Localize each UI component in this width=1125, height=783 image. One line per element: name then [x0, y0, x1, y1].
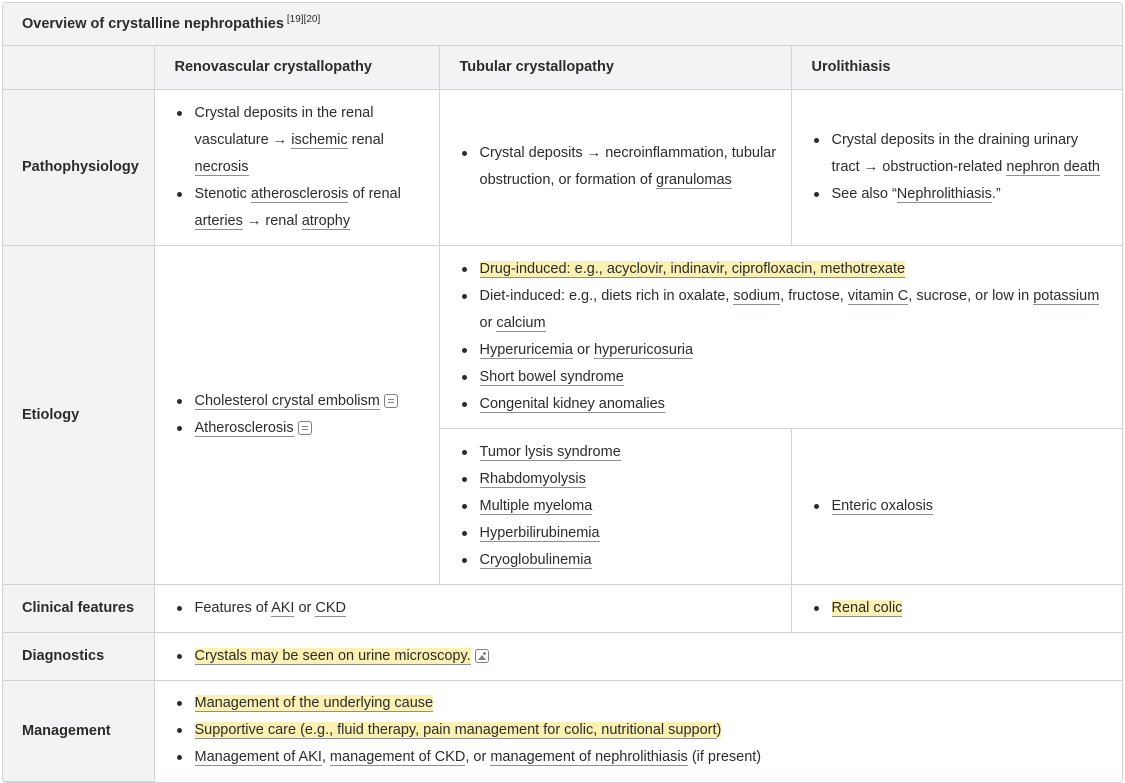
bullet-list	[792, 493, 1123, 520]
bullet-list	[440, 439, 791, 574]
list-item	[195, 181, 427, 235]
cell-pathophysiology-renovascular	[154, 89, 439, 245]
cell-clinical-shared	[154, 584, 791, 632]
row-label-management: Management	[3, 680, 154, 781]
term-link[interactable]: Management of AKI	[194, 749, 322, 766]
term-link[interactable]: necrosis	[194, 158, 249, 175]
list-item	[480, 547, 779, 574]
cell-pathophysiology-urolithiasis	[791, 89, 1122, 245]
caption-title: Overview of crystalline nephropathies	[22, 16, 284, 32]
item-text: (if present)	[687, 749, 762, 766]
column-header-renovascular: Renovascular crystallopathy	[154, 46, 439, 89]
bullet-list	[155, 643, 1123, 670]
cell-pathophysiology-tubular	[439, 89, 791, 245]
term-link[interactable]: Tumor lysis syndrome	[479, 443, 621, 460]
image-icon[interactable]	[475, 649, 489, 663]
column-header-tubular: Tubular crystallopathy	[439, 46, 791, 89]
list-item	[832, 127, 1111, 181]
item-text: ,	[321, 749, 330, 766]
note-icon[interactable]	[298, 421, 312, 435]
item-text: Crystal deposits in the renal vasculature →	[194, 104, 374, 148]
crystalline-nephropathies-table	[3, 46, 1122, 782]
term-link[interactable]: Multiple myeloma	[479, 497, 593, 514]
item-text: renal	[347, 131, 384, 148]
list-item	[195, 415, 427, 442]
term-link[interactable]: vitamin C	[847, 287, 909, 304]
term-link[interactable]: sodium	[733, 287, 781, 304]
row-clinical-features	[3, 584, 1122, 632]
bullet-list	[155, 100, 439, 235]
term-link[interactable]: Supportive care (e.g., fluid therapy, pain management for colic, nutritional support	[194, 722, 717, 739]
bullet-list	[792, 595, 1123, 622]
item-text: or	[572, 341, 594, 358]
list-item	[832, 181, 1111, 208]
list-item	[480, 391, 1111, 418]
list-item	[195, 717, 1111, 744]
term-link[interactable]: Renal colic	[831, 599, 903, 616]
term-link[interactable]: Drug-induced: e.g., acyclovir, indinavir, ciprofloxacin, methotrexate	[479, 260, 906, 277]
row-diagnostics	[3, 632, 1122, 680]
note-icon[interactable]	[384, 394, 398, 408]
list-item	[480, 439, 779, 466]
cell-etiology-tubular	[439, 428, 791, 584]
bullet-list	[440, 256, 1123, 418]
bullet-list	[155, 690, 1123, 771]
bullet-list	[792, 127, 1123, 208]
column-header-urolithiasis: Urolithiasis	[791, 46, 1122, 89]
item-text: → renal	[242, 212, 302, 229]
item-text: , fructose,	[780, 287, 848, 304]
term-link[interactable]: arteries	[194, 212, 243, 229]
cell-diagnostics	[154, 632, 1122, 680]
caption-references[interactable]: [19][20]	[286, 13, 321, 25]
list-item	[480, 364, 1111, 391]
term-link[interactable]: CKD	[315, 599, 347, 616]
list-item	[480, 337, 1111, 364]
item-text: Crystal deposits → necroinflammation, tubular obstruction, or formation of	[479, 145, 777, 188]
list-item	[480, 283, 1111, 337]
list-item	[195, 690, 1111, 717]
row-label-clinical-features: Clinical features	[3, 584, 154, 632]
list-item	[195, 388, 427, 415]
list-item	[195, 595, 779, 622]
list-item	[195, 100, 427, 181]
item-text: Diet-induced: e.g., diets rich in oxalate,	[479, 287, 734, 304]
header-row	[3, 46, 1122, 89]
list-item	[480, 466, 779, 493]
term-link[interactable]: management of CKD	[329, 749, 466, 766]
list-item	[195, 744, 1111, 771]
item-text: , sucrose, or low in	[908, 287, 1034, 304]
header-corner	[3, 46, 154, 89]
table-caption	[3, 3, 1122, 46]
item-text: )	[716, 722, 722, 739]
row-label-pathophysiology: Pathophysiology	[3, 89, 154, 245]
bullet-list	[440, 140, 791, 194]
item-text: or	[479, 314, 497, 331]
item-text: or	[294, 599, 316, 616]
table-container	[2, 2, 1123, 783]
row-etiology-upper	[3, 245, 1122, 428]
item-text: .”	[991, 185, 1001, 202]
row-label-diagnostics: Diagnostics	[3, 632, 154, 680]
list-item	[832, 493, 1111, 520]
item-text: Crystal deposits in the draining urinary tract → obstruction-related	[831, 131, 1079, 175]
term-link[interactable]: granulomas	[656, 172, 732, 188]
row-pathophysiology	[3, 89, 1122, 245]
list-item	[480, 520, 779, 547]
list-item	[832, 595, 1111, 622]
item-text: Features of	[194, 599, 272, 616]
term-link[interactable]: Congenital kidney anomalies	[479, 395, 665, 412]
term-link[interactable]: ischemic	[291, 131, 348, 148]
cell-management	[154, 680, 1122, 781]
term-link[interactable]: atherosclerosis	[250, 185, 349, 202]
cell-etiology-shared	[439, 245, 1122, 428]
term-link[interactable]: atrophy	[301, 212, 351, 229]
term-link[interactable]: calcium	[496, 314, 546, 331]
cell-etiology-urolithiasis	[791, 428, 1122, 584]
row-management	[3, 680, 1122, 781]
bullet-list	[155, 595, 791, 622]
term-link[interactable]: Atherosclerosis	[194, 419, 294, 436]
term-link[interactable]: Hyperuricemia	[479, 341, 573, 358]
term-link[interactable]: death	[1063, 158, 1100, 175]
term-link[interactable]: AKI	[271, 599, 295, 616]
list-item	[480, 256, 1111, 283]
term-link[interactable]: Short bowel syndrome	[479, 368, 624, 385]
term-link[interactable]: Cholesterol crystal embolism	[194, 392, 380, 409]
item-text: See also “	[831, 185, 897, 202]
term-link[interactable]: nephron	[1006, 158, 1060, 175]
item-text: Stenotic	[194, 185, 251, 202]
term-link[interactable]: Crystals may be seen on urine microscopy.	[194, 647, 471, 664]
term-link[interactable]: Hyperbilirubinemia	[479, 524, 600, 541]
cell-etiology-renovascular	[154, 245, 439, 584]
term-link[interactable]: management of nephrolithiasis	[490, 749, 688, 766]
item-text: of renal	[348, 185, 401, 202]
term-link[interactable]: Rhabdomyolysis	[479, 470, 586, 487]
term-link[interactable]: Nephrolithiasis	[896, 185, 992, 202]
term-link[interactable]: Cryoglobulinemia	[479, 551, 592, 568]
list-item	[480, 140, 779, 194]
term-link[interactable]: hyperuricosuria	[593, 341, 694, 358]
cell-clinical-urolithiasis	[791, 584, 1122, 632]
term-link[interactable]: potassium	[1033, 287, 1100, 304]
item-text: , or	[465, 749, 491, 766]
list-item	[195, 643, 1111, 670]
row-label-etiology: Etiology	[3, 245, 154, 584]
list-item	[480, 493, 779, 520]
term-link[interactable]: Enteric oxalosis	[831, 497, 934, 514]
term-link[interactable]: Management of the underlying cause	[194, 695, 434, 712]
bullet-list	[155, 388, 439, 442]
